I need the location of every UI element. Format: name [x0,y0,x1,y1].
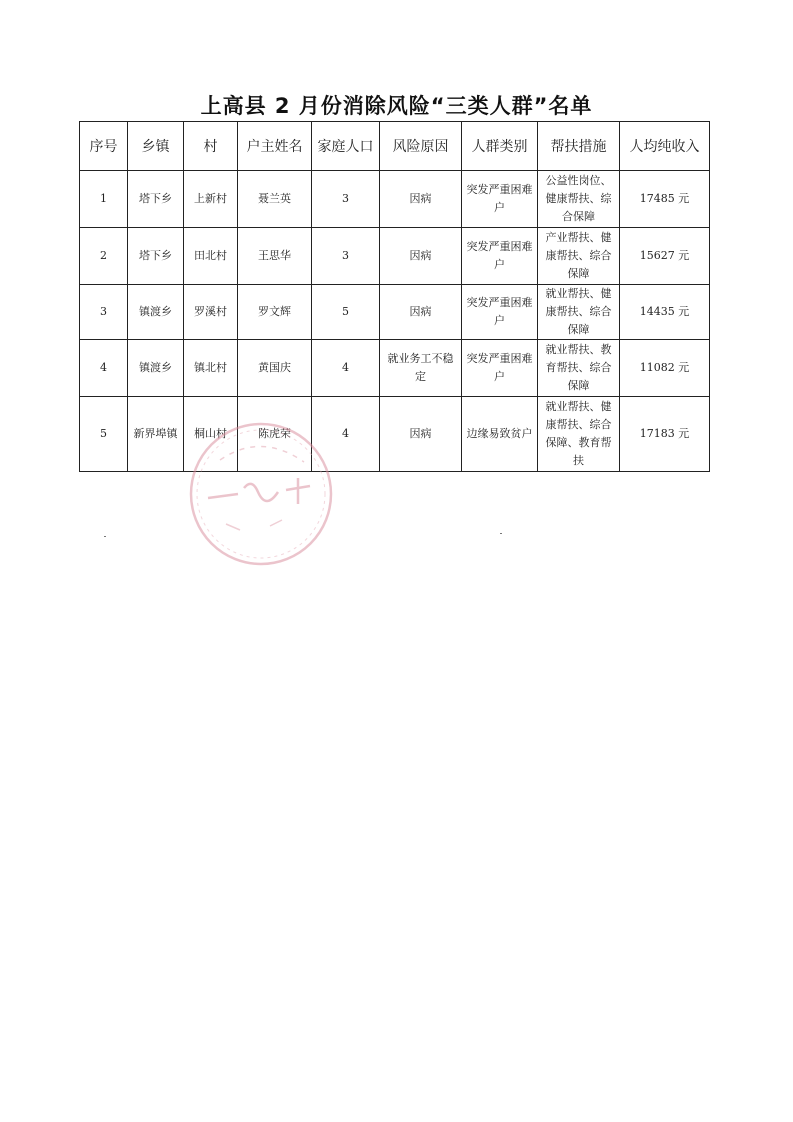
header-no: 序号 [80,122,128,171]
cell-no: 3 [80,285,128,340]
cell-village: 田北村 [184,228,238,285]
cell-category: 边缘易致贫户 [462,397,538,472]
cell-income: 17485 元 [620,171,710,228]
page-title: 上高县 2 月份消除风险“三类人群”名单 [200,94,593,118]
cell-town: 塔下乡 [128,171,184,228]
cell-measures: 就业帮扶、健康帮扶、综合保障、教育帮扶 [538,397,620,472]
cell-category: 突发严重困难户 [462,228,538,285]
header-measures: 帮扶措施 [538,122,620,171]
cell-income: 14435 元 [620,285,710,340]
cell-town: 镇渡乡 [128,340,184,397]
scan-speck [104,536,106,537]
header-town: 乡镇 [128,122,184,171]
roster-table [79,121,710,472]
cell-no: 1 [80,171,128,228]
cell-size: 5 [312,285,380,340]
cell-head: 罗文辉 [238,285,312,340]
cell-town: 塔下乡 [128,228,184,285]
cell-measures: 就业帮扶、健康帮扶、综合保障 [538,285,620,340]
table-row [80,285,710,340]
table-row [80,397,710,472]
table-row [80,340,710,397]
cell-village: 桐山村 [184,397,238,472]
cell-no: 4 [80,340,128,397]
cell-income: 15627 元 [620,228,710,285]
cell-no: 5 [80,397,128,472]
cell-head: 陈虎荣 [238,397,312,472]
cell-size: 3 [312,171,380,228]
cell-measures: 产业帮扶、健康帮扶、综合保障 [538,228,620,285]
header-size: 家庭人口 [312,122,380,171]
cell-category: 突发严重困难户 [462,171,538,228]
cell-reason: 就业务工不稳定 [380,340,462,397]
cell-income: 17183 元 [620,397,710,472]
header-income: 人均纯收入 [620,122,710,171]
table-header-row [80,122,710,171]
cell-size: 3 [312,228,380,285]
table-row [80,228,710,285]
cell-size: 4 [312,340,380,397]
cell-head: 王思华 [238,228,312,285]
cell-reason: 因病 [380,397,462,472]
cell-measures: 就业帮扶、教育帮扶、综合保障 [538,340,620,397]
scan-speck [500,533,502,534]
header-head: 户主姓名 [238,122,312,171]
cell-category: 突发严重困难户 [462,285,538,340]
cell-village: 镇北村 [184,340,238,397]
cell-town: 镇渡乡 [128,285,184,340]
cell-village: 罗溪村 [184,285,238,340]
cell-reason: 因病 [380,228,462,285]
cell-head: 黄国庆 [238,340,312,397]
cell-reason: 因病 [380,285,462,340]
cell-measures: 公益性岗位、健康帮扶、综合保障 [538,171,620,228]
cell-reason: 因病 [380,171,462,228]
header-category: 人群类别 [462,122,538,171]
cell-income: 11082 元 [620,340,710,397]
cell-village: 上新村 [184,171,238,228]
table-row [80,171,710,228]
cell-head: 聂兰英 [238,171,312,228]
cell-category: 突发严重困难户 [462,340,538,397]
cell-size: 4 [312,397,380,472]
header-village: 村 [184,122,238,171]
cell-town: 新界埠镇 [128,397,184,472]
cell-no: 2 [80,228,128,285]
header-reason: 风险原因 [380,122,462,171]
